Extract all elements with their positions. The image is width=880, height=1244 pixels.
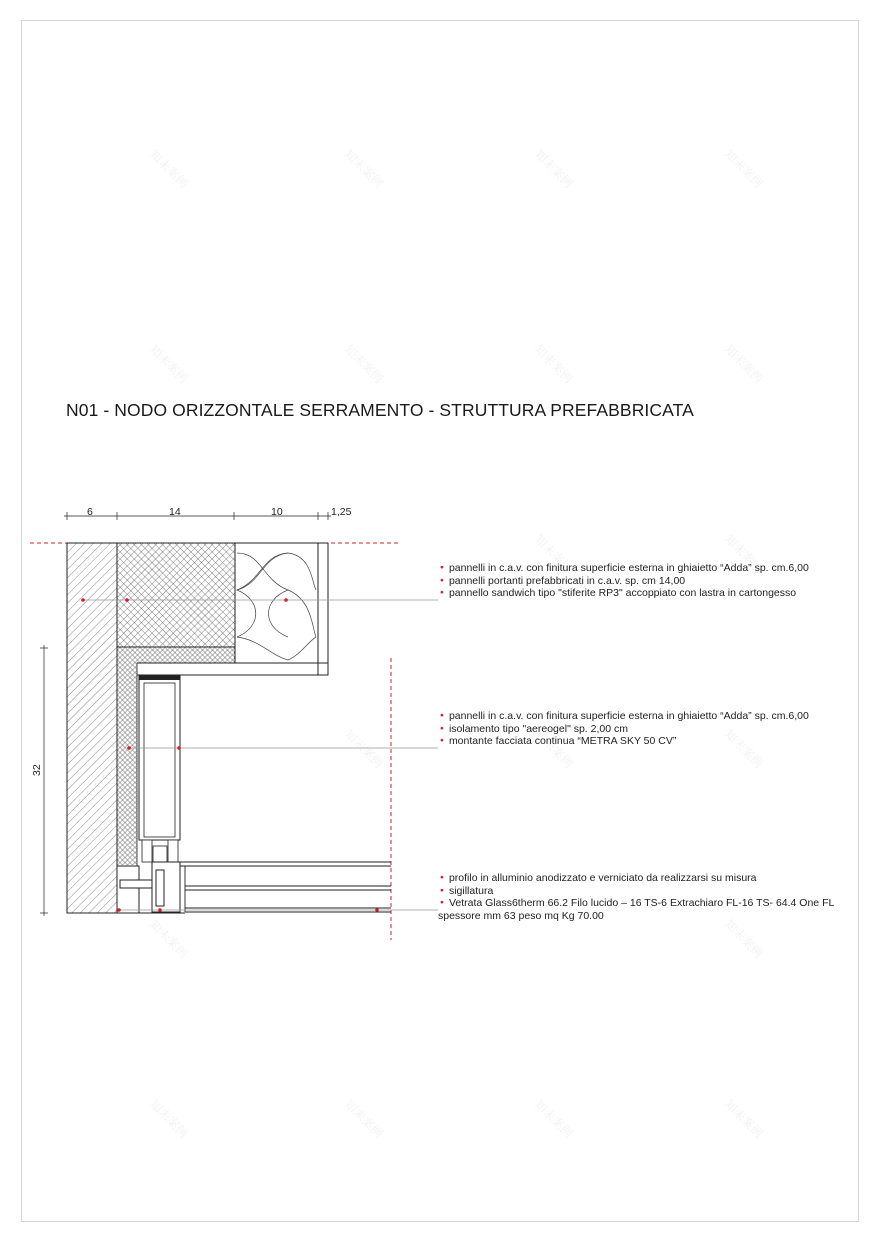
glazing-unit	[180, 862, 391, 912]
annotation-item: ● sigillatura	[440, 885, 834, 898]
watermark: 知未案例	[531, 531, 576, 576]
annotation-item: spessore mm 63 peso mq Kg 70.00	[438, 909, 604, 922]
watermark: 知未案例	[721, 726, 766, 771]
plasterboard	[318, 543, 328, 675]
aluminium-profile	[117, 862, 185, 913]
watermark: 知未案例	[341, 341, 386, 386]
annotation-item: ● pannelli in c.a.v. con finitura superficie esterna in ghiaietto “Adda” sp. cm.6,00	[440, 710, 809, 723]
watermark: 知未案例	[531, 341, 576, 386]
annotation-item: ● pannelli portanti prefabbricati in c.a.v. sp. cm 14,00	[440, 575, 809, 588]
watermark: 知未案例	[531, 146, 576, 191]
annotation-item: ● pannello sandwich tipo "stiferite RP3" accoppiato con lastra in cartongesso	[440, 587, 809, 600]
watermark: 知未案例	[721, 146, 766, 191]
watermark: 知未案例	[341, 1096, 386, 1141]
annotation-item: ● profilo in alluminio anodizzato e verniciato da realizzarsi su misura	[440, 872, 834, 885]
mullion-profile	[139, 676, 180, 862]
watermark: 知未案例	[146, 916, 191, 961]
watermark: 知未案例	[341, 146, 386, 191]
dimension-label-10: 10	[271, 506, 283, 518]
annotation-item: ● pannelli in c.a.v. con finitura superficie esterna in ghiaietto “Adda” sp. cm.6,00	[440, 562, 809, 575]
watermark: 知未案例	[721, 1096, 766, 1141]
drawing-title: N01 - NODO ORIZZONTALE SERRAMENTO - STRUTTURA PREFABBRICATA	[66, 400, 694, 420]
annotation-item: ● montante facciata continua “METRA SKY 50 CV”	[440, 735, 809, 748]
bearing-concrete-panel	[117, 543, 235, 647]
dimension-label-1-25: 1,25	[331, 506, 352, 518]
watermark: 知未案例	[721, 916, 766, 961]
sandwich-insulation-panel	[235, 543, 318, 663]
watermark: 知未案例	[531, 726, 576, 771]
dimension-side	[40, 645, 48, 916]
watermark: 知未案例	[146, 146, 191, 191]
watermark: 知未案例	[146, 341, 191, 386]
dimension-label-14: 14	[169, 506, 181, 518]
dimension-label-32: 32	[31, 764, 43, 776]
watermark: 知未案例	[341, 726, 386, 771]
dimension-label-6: 6	[87, 506, 93, 518]
outer-concrete-panel	[67, 543, 117, 913]
watermark: 知未案例	[146, 1096, 191, 1141]
annotation-item: ● isolamento tipo "aereogel" sp. 2,00 cm	[440, 723, 809, 736]
watermark: 知未案例	[531, 1096, 576, 1141]
dimension-chain-top	[64, 512, 331, 520]
watermark: 知未案例	[721, 341, 766, 386]
annotation-item: ● Vetrata Glass6therm 66.2 Filo lucido – 16 TS-6 Extrachiaro FL-16 TS- 64.4 One FL	[440, 897, 834, 910]
watermark: 知未案例	[721, 531, 766, 576]
